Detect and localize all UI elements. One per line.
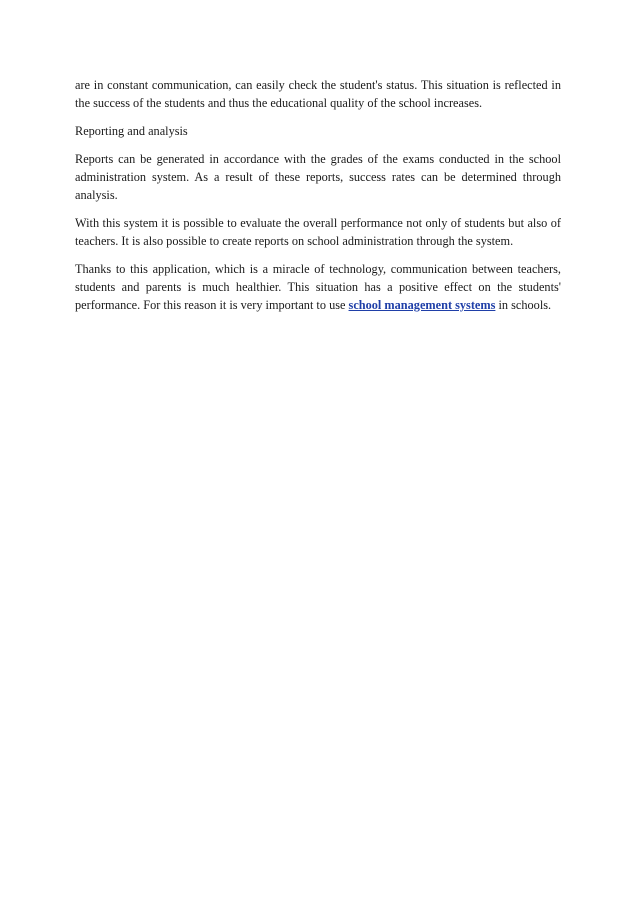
school-management-systems-link[interactable]: school management systems [348, 298, 496, 312]
paragraph-performance: With this system it is possible to evaluate the overall performance not only of students but also of teachers. It is also possible to create reports on school administration through the system. [75, 216, 561, 248]
conclusion-text-before: Thanks to this application, which is a miracle of technology, communication between teachers, students and parents is much healthier. This situation has a positive effect on the students' performance. For this reason it is very important to use [75, 262, 561, 312]
document-body [75, 76, 561, 324]
paragraph-intro-continued: are in constant communication, can easily check the student's status. This situation is reflected in the success of the students and thus the educational quality of the school increases. [75, 78, 561, 110]
paragraph-reports: Reports can be generated in accordance with the grades of the exams conducted in the school administration system. As a result of these reports, success rates can be determined through analysis. [75, 152, 561, 202]
conclusion-text-after: in schools. [495, 298, 552, 312]
paragraph-conclusion [75, 260, 561, 314]
section-heading-reporting: Reporting and analysis [75, 124, 188, 138]
